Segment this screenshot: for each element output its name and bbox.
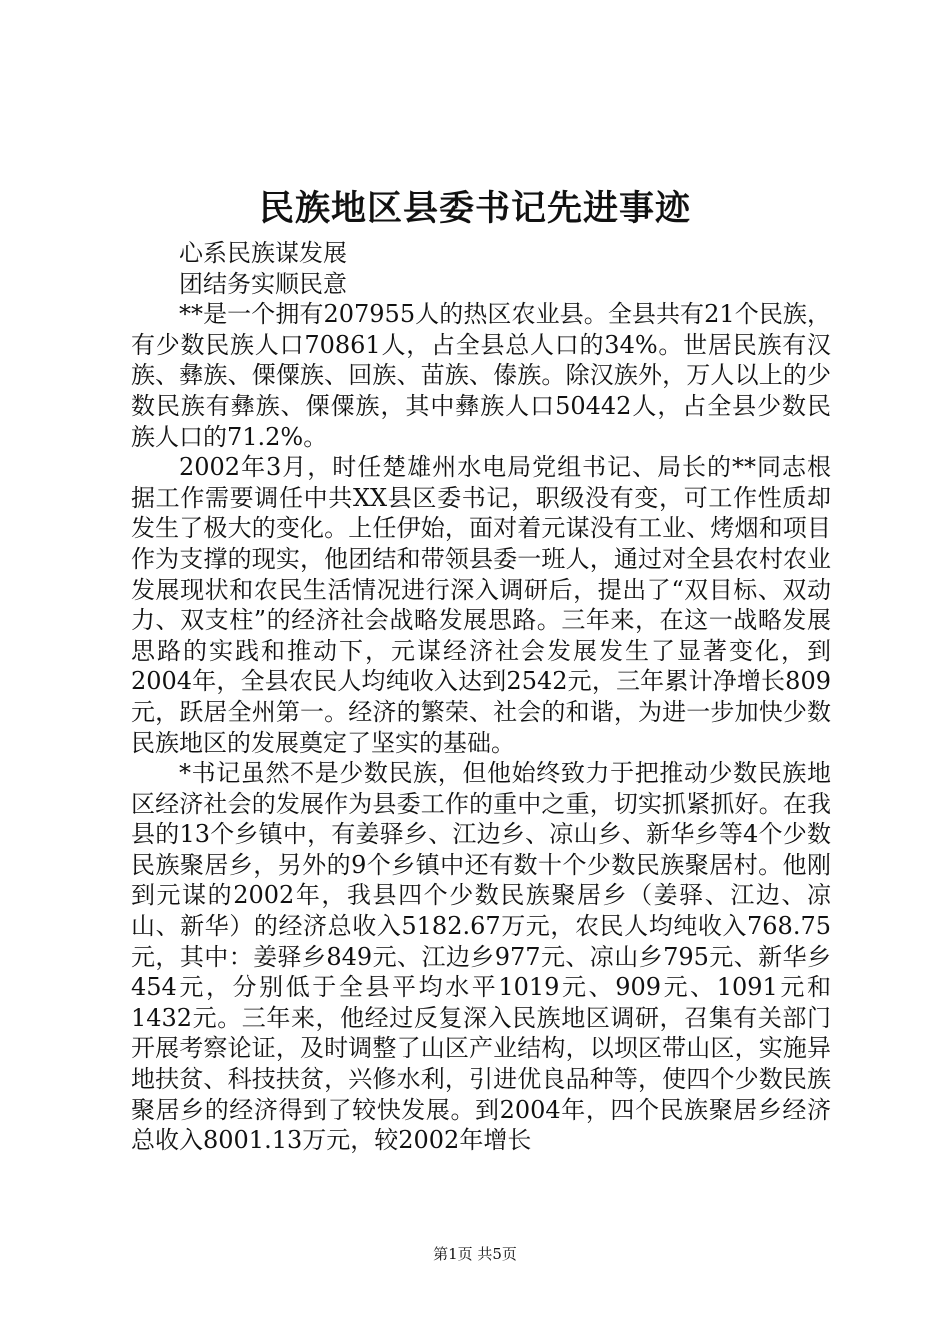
body-paragraph-1: **是一个拥有207955人的热区农业县。全县共有21个民族，有少数民族人口70861人，占全县总人口的34%。世居民族有汉族、彝族、傈僳族、回族、苗族、傣族。除汉族外，万人以上的少数民族有彝族、傈僳族，其中彝族人口50442人，占全县少数民族人口的71.2%。 (131, 300, 831, 451)
subtitle-line-2: 团结务实顺民意 (179, 269, 347, 298)
document-title: 民族地区县委书记先进事迹 (258, 188, 691, 229)
document-body (131, 238, 831, 1156)
body-paragraph-3: *书记虽然不是少数民族，但他始终致力于把推动少数民族地区经济社会的发展作为县委工作的重中之重，切实抓紧抓好。在我县的13个乡镇中，有姜驿乡、江边乡、凉山乡、新华乡等4个少数民族聚居乡，另外的9个乡镇中还有数十个少数民族聚居村。他刚到元谋的2002年，我县四个少数民族聚居乡（姜驿、江边、凉山、新华）的经济总收入5182.67万元，农民人均纯收入768.75元，其中：姜驿乡849元、江边乡977元、凉山乡795元、新华乡454元，分别低于全县平均水平1019元、909元、1091元和1432元。三年来，他经过反复深入民族地区调研，召集有关部门开展考察论证，及时调整了山区产业结构，以坝区带山区，实施异地扶贫、科技扶贫，兴修水利，引进优良品种等，使四个少数民族聚居乡的经济得到了较快发展。到2004年，四个民族聚居乡经济总收入8001.13万元，较2002年增长 (131, 759, 831, 1155)
subtitle-line-1: 心系民族谋发展 (179, 239, 347, 267)
body-paragraph-2: 2002年3月，时任楚雄州水电局党组书记、局长的**同志根据工作需要调任中共XX县区委书记，职级没有变，可工作性质却发生了极大的变化。上任伊始，面对着元谋没有工业、烤烟和项目作为支撑的现实，他团结和带领县委一班人，通过对全县农村农业发展现状和农民生活情况进行深入调研后，提出了“双目标、双动力、双支柱”的经济社会战略发展思路。三年来，在这一战略发展思路的实践和推动下，元谋经济社会发展发生了显著变化，到2004年，全县农民人均纯收入达到2542元，三年累计净增长809元，跃居全州第一。经济的繁荣、社会的和谐，为进一步加快少数民族地区的发展奠定了坚实的基础。 (131, 453, 831, 757)
page-footer: 第1页 共5页 (433, 1245, 517, 1263)
